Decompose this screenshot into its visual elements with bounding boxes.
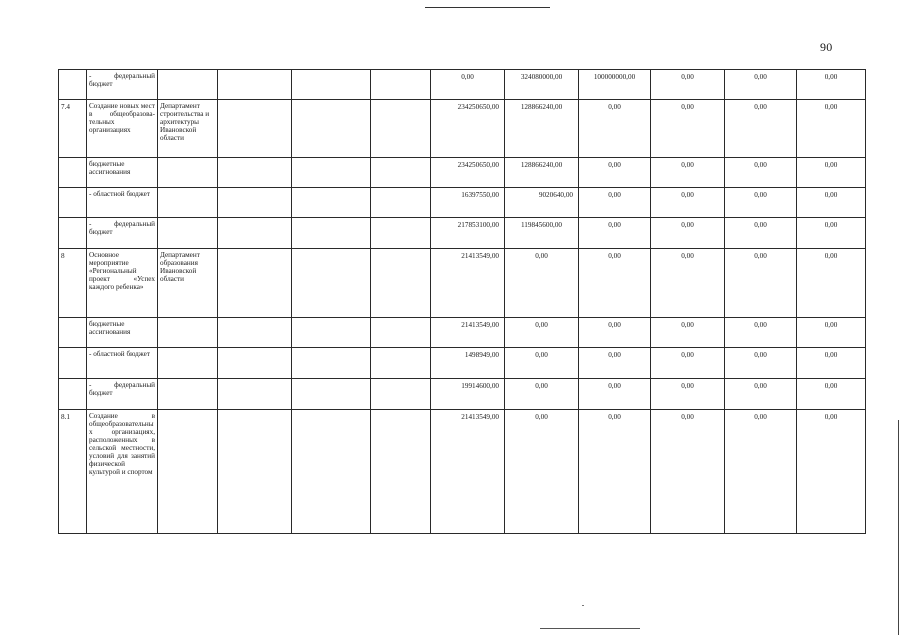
value-cell: 0,00 xyxy=(579,188,651,218)
empty-cell xyxy=(292,249,371,318)
row-name: - областной бюджет xyxy=(87,348,158,379)
empty-cell xyxy=(292,188,371,218)
value-cell: 0,00 xyxy=(725,218,797,249)
empty-cell xyxy=(218,70,292,100)
row-department xyxy=(158,318,218,348)
value-cell: 0,00 xyxy=(505,379,579,410)
empty-cell xyxy=(292,318,371,348)
value-cell: 0,00 xyxy=(797,70,866,100)
value-cell: 0,00 xyxy=(579,348,651,379)
row-index xyxy=(59,218,87,249)
row-name: - федеральный бюджет xyxy=(87,379,158,410)
row-name: Создание новых мест в общеобразова-тельных организациях xyxy=(87,100,158,158)
value-cell: 0,00 xyxy=(579,218,651,249)
value-cell: 0,00 xyxy=(505,348,579,379)
row-index: 8 xyxy=(59,249,87,318)
empty-cell xyxy=(292,410,371,534)
value-cell: 0,00 xyxy=(579,379,651,410)
value-cell: 0,00 xyxy=(725,100,797,158)
empty-cell xyxy=(292,348,371,379)
value-cell: 16397550,00 xyxy=(431,188,505,218)
value-cell: 0,00 xyxy=(797,158,866,188)
value-cell: 234250650,00 xyxy=(431,100,505,158)
value-cell: 0,00 xyxy=(651,188,725,218)
value-cell: 0,00 xyxy=(579,249,651,318)
value-cell: 0,00 xyxy=(797,318,866,348)
empty-cell xyxy=(292,158,371,188)
value-cell: 0,00 xyxy=(651,379,725,410)
row-name: Основное мероприятие «Региональный проект «Успех каждого ребенка» xyxy=(87,249,158,318)
table-row xyxy=(59,249,866,318)
scan-edge-line xyxy=(898,420,899,635)
value-cell: 100000000,00 xyxy=(579,70,651,100)
empty-cell xyxy=(218,348,292,379)
row-name: бюджетные ассигнования xyxy=(87,318,158,348)
row-department xyxy=(158,158,218,188)
value-cell: 0,00 xyxy=(797,348,866,379)
footer-rule xyxy=(540,628,640,629)
value-cell: 0,00 xyxy=(797,249,866,318)
empty-cell xyxy=(218,318,292,348)
value-cell: 0,00 xyxy=(725,410,797,534)
value-cell: 0,00 xyxy=(505,318,579,348)
empty-cell xyxy=(292,100,371,158)
row-name: - федеральный бюджет xyxy=(87,218,158,249)
value-cell: 0,00 xyxy=(651,70,725,100)
value-cell: 9020640,00 xyxy=(505,188,579,218)
row-name: - областной бюджет xyxy=(87,188,158,218)
value-cell: 0,00 xyxy=(725,188,797,218)
row-index: 8.1 xyxy=(59,410,87,534)
budget-table xyxy=(58,69,866,534)
value-cell: 21413549,00 xyxy=(431,318,505,348)
empty-cell xyxy=(371,70,431,100)
row-index: 7.4 xyxy=(59,100,87,158)
empty-cell xyxy=(371,249,431,318)
value-cell: 21413549,00 xyxy=(431,410,505,534)
value-cell: 0,00 xyxy=(797,218,866,249)
value-cell: 0,00 xyxy=(651,318,725,348)
row-department xyxy=(158,218,218,249)
value-cell: 324080000,00 xyxy=(505,70,579,100)
value-cell: 0,00 xyxy=(579,318,651,348)
empty-cell xyxy=(371,100,431,158)
value-cell: 0,00 xyxy=(725,249,797,318)
value-cell: 0,00 xyxy=(725,158,797,188)
value-cell: 0,00 xyxy=(651,158,725,188)
value-cell: 0,00 xyxy=(579,410,651,534)
value-cell: 217853100,00 xyxy=(431,218,505,249)
row-index xyxy=(59,188,87,218)
row-name: Создание в общеобразовательных организациях, расположенных в сельской местности, условий для занятий физической культурой и спортом xyxy=(87,410,158,534)
table-row xyxy=(59,379,866,410)
value-cell: 0,00 xyxy=(797,410,866,534)
value-cell: 0,00 xyxy=(431,70,505,100)
empty-cell xyxy=(218,218,292,249)
value-cell: 0,00 xyxy=(579,100,651,158)
value-cell: 0,00 xyxy=(505,410,579,534)
row-index xyxy=(59,318,87,348)
empty-cell xyxy=(218,249,292,318)
page-number: 90 xyxy=(820,40,833,54)
row-department: Департамент строительства и архитектуры Ивановской области xyxy=(158,100,218,158)
table-row xyxy=(59,70,866,100)
value-cell: 0,00 xyxy=(651,218,725,249)
empty-cell xyxy=(371,410,431,534)
row-department: Департамент образования Ивановской области xyxy=(158,249,218,318)
value-cell: 1498949,00 xyxy=(431,348,505,379)
empty-cell xyxy=(218,100,292,158)
row-index xyxy=(59,70,87,100)
table-row xyxy=(59,318,866,348)
table-row xyxy=(59,158,866,188)
row-department xyxy=(158,70,218,100)
value-cell: 0,00 xyxy=(651,348,725,379)
scan-speck xyxy=(582,605,584,606)
value-cell: 128866240,00 xyxy=(505,158,579,188)
table-row xyxy=(59,348,866,379)
empty-cell xyxy=(371,379,431,410)
value-cell: 0,00 xyxy=(651,410,725,534)
table-row xyxy=(59,410,866,534)
value-cell: 0,00 xyxy=(651,249,725,318)
row-index xyxy=(59,379,87,410)
value-cell: 0,00 xyxy=(651,100,725,158)
value-cell: 0,00 xyxy=(505,249,579,318)
empty-cell xyxy=(218,379,292,410)
empty-cell xyxy=(292,218,371,249)
value-cell: 21413549,00 xyxy=(431,249,505,318)
row-department xyxy=(158,348,218,379)
value-cell: 0,00 xyxy=(725,318,797,348)
value-cell: 128866240,00 xyxy=(505,100,579,158)
empty-cell xyxy=(371,188,431,218)
empty-cell xyxy=(218,158,292,188)
empty-cell xyxy=(371,218,431,249)
empty-cell xyxy=(218,410,292,534)
empty-cell xyxy=(292,379,371,410)
table-row xyxy=(59,188,866,218)
empty-cell xyxy=(371,318,431,348)
value-cell: 0,00 xyxy=(725,348,797,379)
value-cell: 234250650,00 xyxy=(431,158,505,188)
row-department xyxy=(158,188,218,218)
value-cell: 119845600,00 xyxy=(505,218,579,249)
row-department xyxy=(158,379,218,410)
table-row xyxy=(59,218,866,249)
row-department xyxy=(158,410,218,534)
row-index xyxy=(59,158,87,188)
value-cell: 0,00 xyxy=(579,158,651,188)
empty-cell xyxy=(218,188,292,218)
value-cell: 0,00 xyxy=(797,379,866,410)
empty-cell xyxy=(292,70,371,100)
row-index xyxy=(59,348,87,379)
value-cell: 0,00 xyxy=(725,379,797,410)
empty-cell xyxy=(371,158,431,188)
row-name: - федеральный бюджет xyxy=(87,70,158,100)
value-cell: 0,00 xyxy=(797,188,866,218)
empty-cell xyxy=(371,348,431,379)
value-cell: 19914600,00 xyxy=(431,379,505,410)
table-row xyxy=(59,100,866,158)
value-cell: 0,00 xyxy=(797,100,866,158)
row-name: бюджетные ассигнования xyxy=(87,158,158,188)
value-cell: 0,00 xyxy=(725,70,797,100)
header-rule xyxy=(425,7,550,8)
